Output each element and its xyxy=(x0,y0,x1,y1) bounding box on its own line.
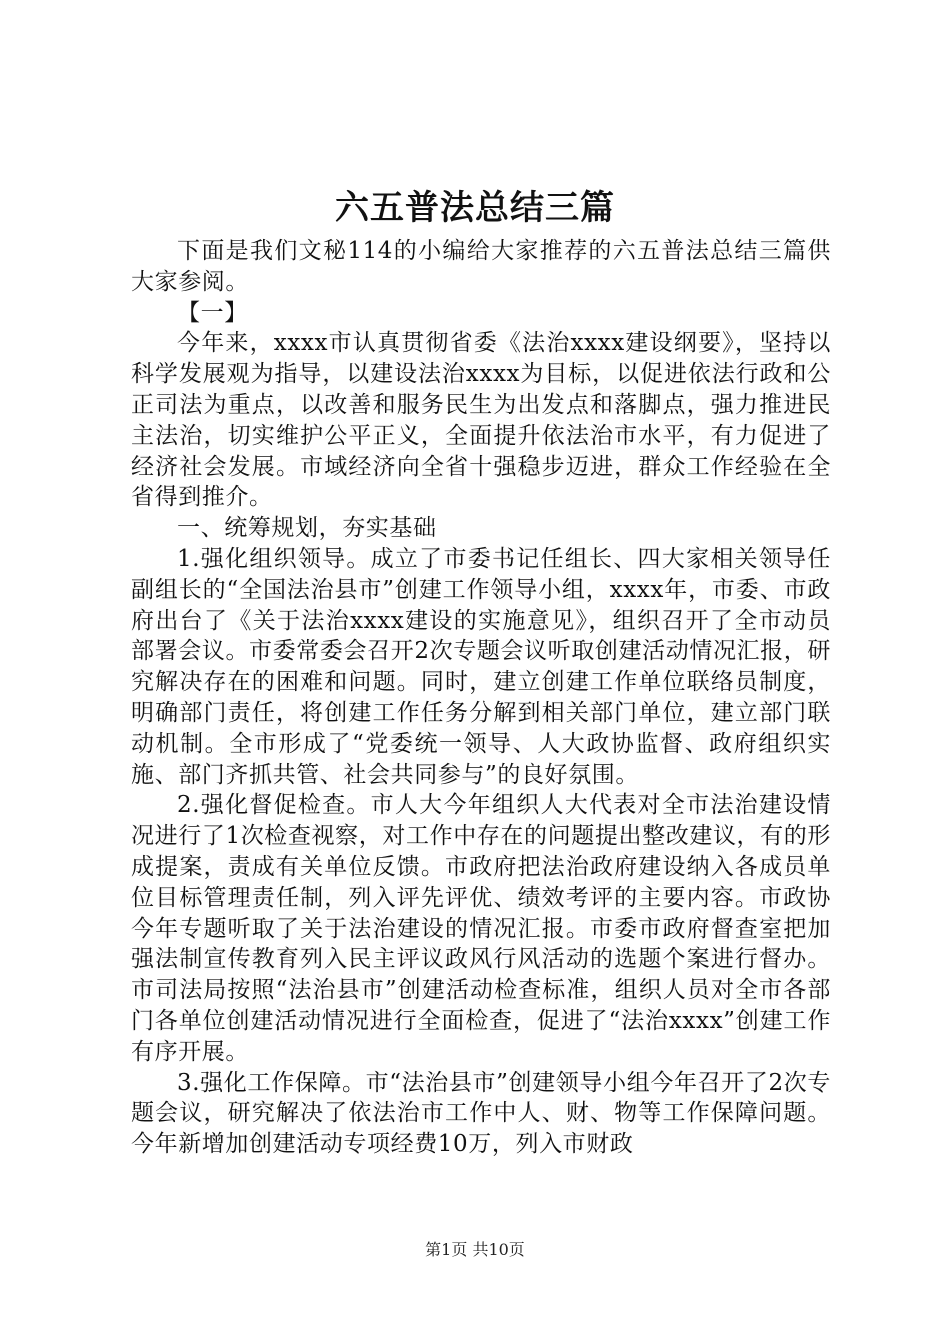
intro-paragraph: 下面是我们文秘114的小编给大家推荐的六五普法总结三篇供大家参阅。 xyxy=(131,238,831,295)
document-title: 六五普法总结三篇 xyxy=(335,188,615,228)
section-marker-one: 【一】 xyxy=(177,299,248,326)
item-paragraph-1: 1.强化组织领导。成立了市委书记任组长、四大家相关领导任副组长的“全国法治县市”创建工作领导小组，xxxx年，市委、市政府出台了《关于法治xxxx建设的实施意见》，组织召开了全市动员部署会议。市委常委会召开2次专题会议听取创建活动情况汇报，研究解决存在的困难和问题。同时，建立创建工作单位联络员制度，明确部门责任，将创建工作任务分解到相关部门单位，建立部门联动机制。全市形成了“党委统一领导、人大政协监督、政府组织实施、部门齐抓共管、社会共同参与”的良好氛围。 xyxy=(131,545,831,788)
section-heading-1: 一、统筹规划，夯实基础 xyxy=(177,515,437,542)
item-paragraph-2: 2.强化督促检查。市人大今年组织人大代表对全市法治建设情况进行了1次检查视察，对工作中存在的问题提出整改建议，有的形成提案，责成有关单位反馈。市政府把法治政府建设纳入各成员单位目标管理责任制，列入评先评优、绩效考评的主要内容。市政协今年专题听取了关于法治建设的情况汇报。市委市政府督查室把加强法制宣传教育列入民主评议政风行风活动的选题个案进行督办。市司法局按照“法治县市”创建活动检查标准，组织人员对全市各部门各单位创建活动情况进行全面检查，促进了“法治xxxx”创建工作有序开展。 xyxy=(131,792,831,1065)
page-number-footer: 第1页 共10页 xyxy=(425,1240,525,1259)
document-body xyxy=(131,236,831,1160)
summary-paragraph: 今年来，xxxx市认真贯彻省委《法治xxxx建设纲要》，坚持以科学发展观为指导，以建设法治xxxx为目标，以促进依法行政和公正司法为重点，以改善和服务民生为出发点和落脚点，强力推进民主法治，切实维护公平正义，全面提升依法治市水平，有力促进了经济社会发展。市域经济向全省十强稳步迈进，群众工作经验在全省得到推介。 xyxy=(131,330,831,511)
item-paragraph-3: 3.强化工作保障。市“法治县市”创建领导小组今年召开了2次专题会议，研究解决了依法治市工作中人、财、物等工作保障问题。今年新增加创建活动专项经费10万，列入市财政 xyxy=(131,1069,831,1158)
